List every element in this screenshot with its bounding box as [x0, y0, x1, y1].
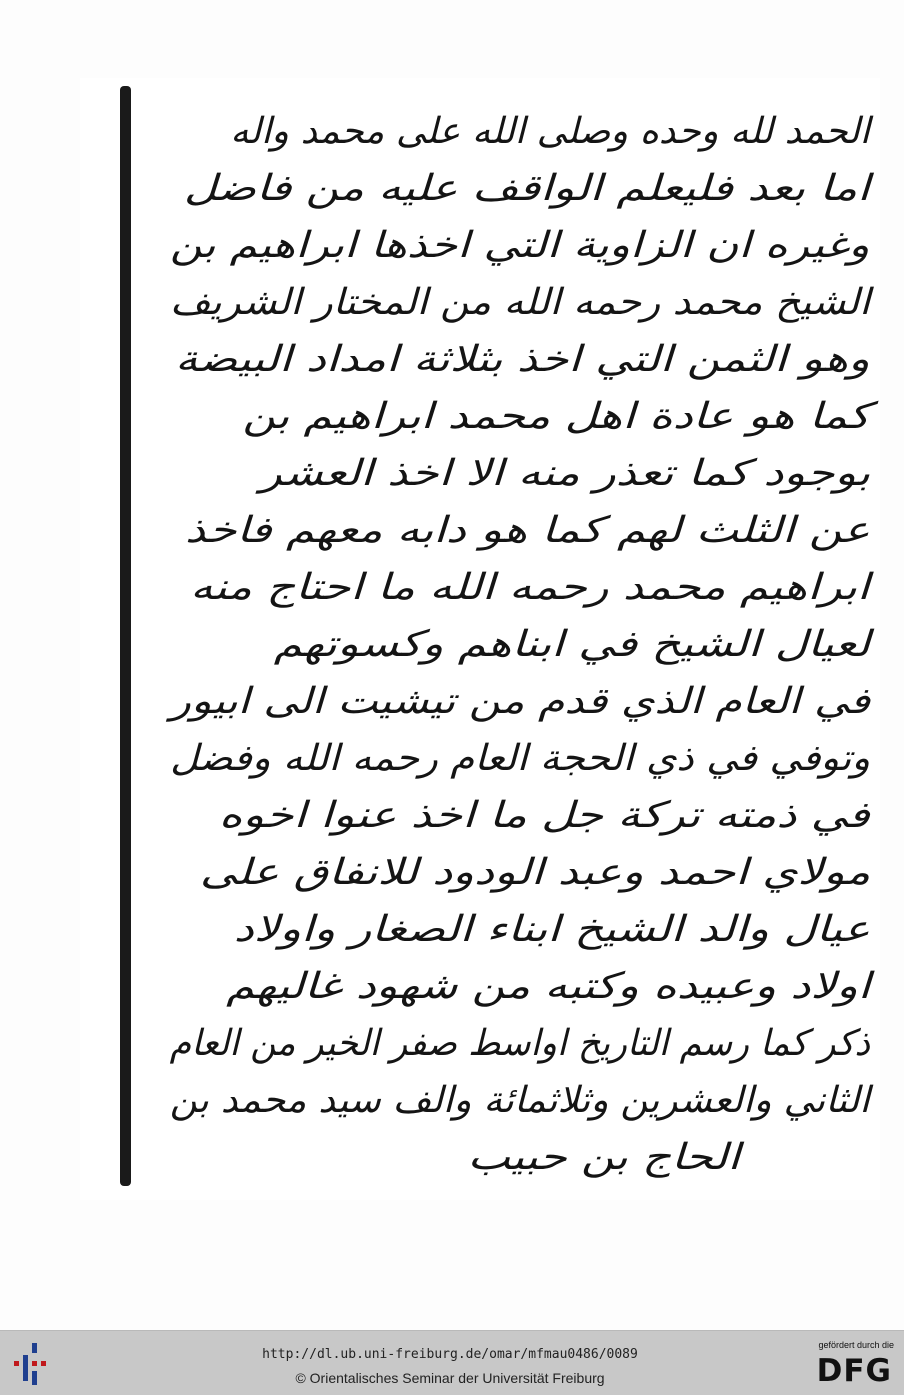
- manuscript-line-15: عيال والد الشيخ ابناء الصغار واولاد: [233, 909, 870, 950]
- manuscript-line-14: مولاي احمد وعبد الودود للانفاق على: [199, 852, 870, 893]
- manuscript-line-13: في ذمته تركة جل ما اخذ عنوا اخوه: [219, 795, 870, 836]
- manuscript-text: [140, 108, 870, 1188]
- manuscript-line-2: اما بعد فليعلم الواقف عليه من فاضل: [184, 168, 870, 209]
- manuscript-line-17: ذكر كما رسم التاريخ اواسط صفر الخير من العام: [169, 1023, 870, 1064]
- manuscript-line-12: وتوفي في ذي الحجة العام رحمه الله وفضل: [170, 738, 870, 779]
- margin-rule: [120, 86, 131, 1186]
- manuscript-line-18: الثاني والعشرين وثلاثمائة والف سيد محمد بن: [169, 1080, 870, 1121]
- copyright-notice: © Orientalisches Seminar der Universität Freiburg: [295, 1370, 605, 1386]
- manuscript-line-6: كما هو عادة اهل محمد ابراهيم بن: [242, 396, 870, 437]
- manuscript-line-8: عن الثلث لهم كما هو دابه معهم فاخذ: [185, 510, 870, 551]
- funder-caption: gefördert durch die: [818, 1340, 894, 1350]
- manuscript-line-16: اولاد وعبيده وكتبه من شهود غاليهم: [225, 966, 870, 1007]
- manuscript-line-4: الشيخ محمد رحمه الله من المختار الشريف: [169, 282, 870, 323]
- footer-bar: [0, 1330, 904, 1395]
- university-logo-icon: [10, 1341, 56, 1387]
- document-url-link[interactable]: http://dl.ub.uni-freiburg.de/omar/mfmau0486/0089: [262, 1347, 638, 1362]
- dfg-logo: DFG: [816, 1353, 892, 1389]
- manuscript-line-19: الحاج بن حبيب: [467, 1137, 740, 1178]
- manuscript-line-5: وهو الثمن التي اخذ بثلاثة امداد البيضة: [175, 339, 870, 380]
- manuscript-line-1: الحمد لله وحده وصلى الله على محمد واله: [230, 111, 870, 152]
- manuscript-line-11: في العام الذي قدم من تيشيت الى ابيور: [170, 681, 870, 722]
- manuscript-line-3: وغيره ان الزاوية التي اخذها ابراهيم بن: [170, 225, 870, 266]
- manuscript-leaf: [80, 78, 880, 1200]
- manuscript-line-10: لعيال الشيخ في ابناهم وكسوتهم: [273, 624, 870, 665]
- manuscript-line-9: ابراهيم محمد رحمه الله ما احتاج منه: [190, 567, 870, 608]
- manuscript-line-7: بوجود كما تعذر منه الا اخذ العشر: [259, 453, 870, 494]
